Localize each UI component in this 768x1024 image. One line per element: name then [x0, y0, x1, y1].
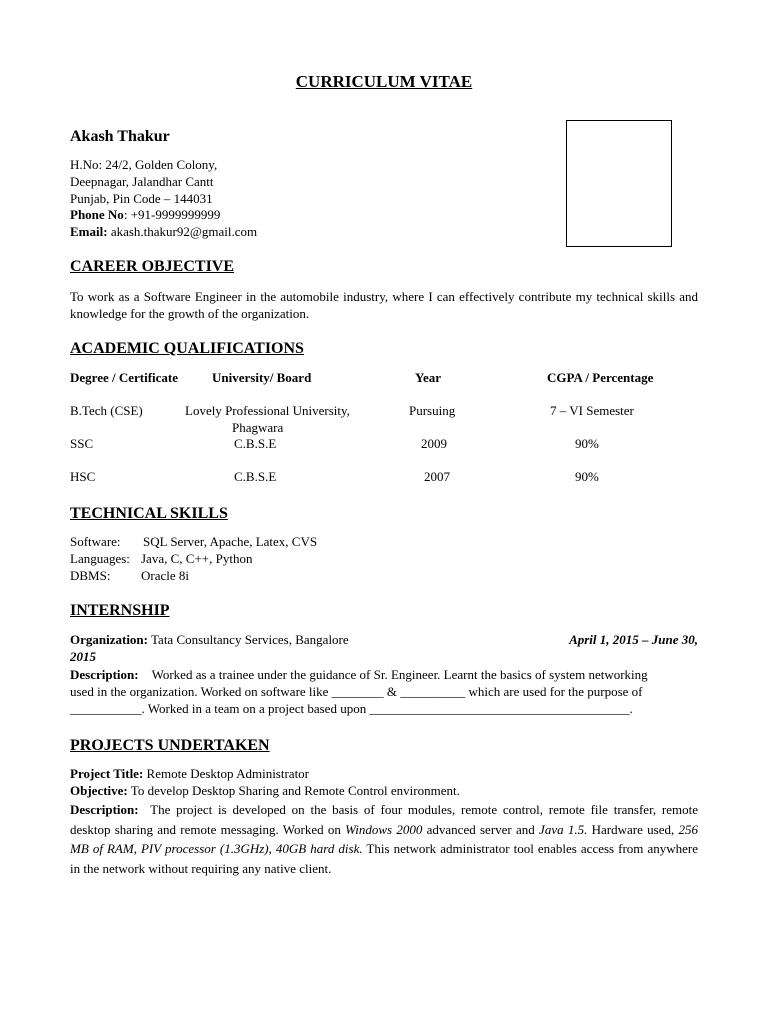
skill-software-label: Software:: [70, 534, 121, 549]
project-desc-c: Hardware used,: [587, 821, 679, 837]
projects-heading: PROJECTS UNDERTAKEN: [70, 737, 270, 754]
col-degree: Degree / Certificate: [70, 370, 179, 385]
page-title: CURRICULUM VITAE: [295, 72, 473, 91]
project-objective-line: [70, 783, 460, 799]
email-value[interactable]: akash.thakur92@gmail.com: [107, 224, 258, 239]
project-title-value: Remote Desktop Administrator: [143, 766, 310, 781]
project-desc-d: This network administrator tool enables access from anywhere in the network without requiring any native client.: [70, 841, 699, 876]
address-line-1: H.No: 24/2, Golden Colony,: [70, 157, 218, 172]
skill-languages-label: Languages:: [70, 551, 130, 566]
project-desc-hardware: 256 MB of RAM, PIV processor (1.3GHz), 40GB hard disk.: [70, 821, 698, 856]
col-year: Year: [415, 370, 441, 385]
row-3-board: C.B.S.E: [234, 469, 277, 484]
internship-desc-line-1: [70, 666, 698, 683]
internship-heading: INTERNSHIP: [70, 602, 170, 619]
project-desc-java: Java 1.5.: [539, 821, 588, 837]
row-2-year: 2009: [421, 436, 447, 451]
project-title-label: Project Title:: [70, 766, 144, 781]
internship-dates-year: 2015: [70, 649, 96, 664]
candidate-name: Akash Thakur: [70, 128, 170, 145]
email-line: [70, 224, 257, 240]
internship-desc-line-3: [70, 700, 698, 717]
skill-dbms-value: Oracle 8i: [141, 568, 190, 583]
skill-software-value: SQL Server, Apache, Latex, CVS: [143, 534, 318, 549]
photo-placeholder: [566, 120, 672, 247]
col-score: CGPA / Percentage: [547, 370, 654, 385]
phone-line: [70, 207, 220, 223]
academic-heading: ACADEMIC QUALIFICATIONS: [70, 340, 304, 357]
row-1-score: 7 – VI Semester: [550, 403, 634, 418]
col-board: University/ Board: [212, 370, 312, 385]
internship-desc-label: Description:: [70, 667, 139, 682]
row-2-board: C.B.S.E: [234, 436, 277, 451]
phone-value: : +91-9999999999: [123, 207, 221, 222]
project-desc-label: Description:: [70, 802, 139, 817]
project-desc-os: Windows 2000: [345, 821, 423, 837]
career-objective-heading: CAREER OBJECTIVE: [70, 258, 235, 275]
career-objective-text: To work as a Software Engineer in the automobile industry, where I can effectively contribute my technical skills and knowledge for the growth of the organization.: [70, 289, 698, 321]
row-1-year: Pursuing: [409, 403, 456, 418]
project-title-line: [70, 766, 309, 782]
skill-dbms-label: DBMS:: [70, 568, 111, 583]
row-2-score: 90%: [575, 436, 599, 451]
project-desc-a: The project is developed on the basis of four modules, remote control, remote file transfer, remote desktop sharing and remote messaging. Worked on: [70, 802, 699, 837]
row-1-board-2: Phagwara: [232, 420, 284, 435]
skill-languages-value: Java, C, C++, Python: [141, 551, 253, 566]
row-3-degree: HSC: [70, 469, 96, 484]
row-3-year: 2007: [424, 469, 450, 484]
row-1-board: Lovely Professional University,: [185, 403, 350, 418]
row-3-score: 90%: [575, 469, 599, 484]
organization-label: Organization:: [70, 632, 148, 647]
email-label: Email:: [70, 224, 108, 239]
internship-desc-line-2: used in the organization. Worked on software like ________ & __________ which are used for the purpose of: [70, 684, 643, 699]
internship-organization: [70, 632, 349, 648]
internship-blank-1: ___________: [70, 701, 142, 716]
project-objective-label: Objective:: [70, 783, 128, 798]
internship-dates: April 1, 2015 – June 30,: [569, 632, 698, 647]
internship-desc-text-1: Worked as a trainee under the guidance of Sr. Engineer. Learnt the basics of system networking: [151, 667, 648, 682]
project-description: [70, 800, 698, 878]
skills-heading: TECHNICAL SKILLS: [70, 505, 228, 522]
phone-label: Phone No: [70, 207, 124, 222]
internship-desc-text-3: . Worked in a team on a project based upon: [141, 701, 370, 716]
address-line-3: Punjab, Pin Code – 144031: [70, 191, 213, 206]
internship-desc-end: .: [629, 701, 633, 716]
project-objective-value: To develop Desktop Sharing and Remote Control environment.: [127, 783, 460, 798]
internship-blank-2: ________________________________________: [369, 701, 630, 716]
project-desc-b: advanced server and: [422, 821, 540, 837]
address-line-2: Deepnagar, Jalandhar Cantt: [70, 174, 214, 189]
row-2-degree: SSC: [70, 436, 94, 451]
organization-value: Tata Consultancy Services, Bangalore: [148, 632, 349, 647]
row-1-degree: B.Tech (CSE): [70, 403, 143, 418]
